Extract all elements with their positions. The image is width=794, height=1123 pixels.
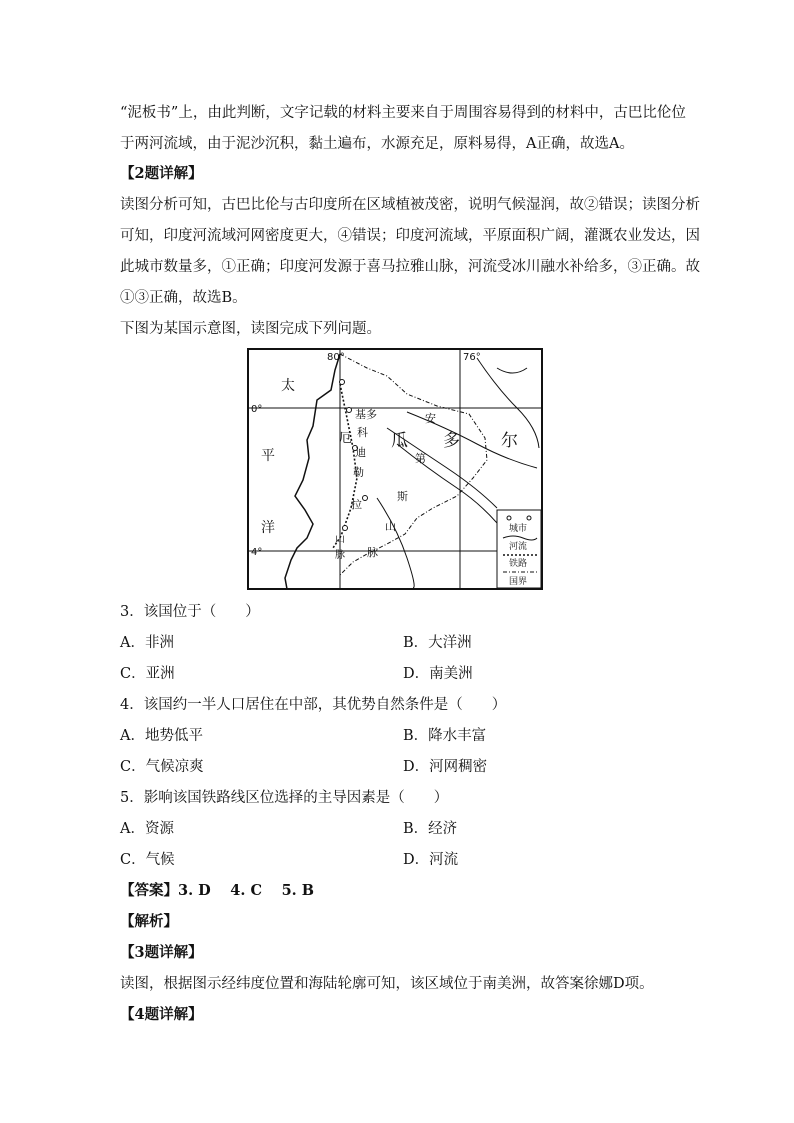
question-4-option-c: C．气候凉爽 (120, 759, 204, 775)
country-label-3: 多 (443, 431, 460, 451)
question-4-stem: 4．该国约一半人口居住在中部，其优势自然条件是（ ） (120, 697, 507, 713)
question-5-option-c: C．气候 (120, 852, 175, 868)
cordillera-label-3: 勒 (353, 466, 364, 479)
cordillera-label-2: 迪 (355, 446, 366, 459)
country-map-figure (247, 348, 543, 590)
legend-border: 国界 (509, 577, 528, 587)
andes-label-1: 安 (425, 412, 436, 425)
section-heading-q3: 【3题详解】 (120, 944, 203, 961)
answer-line: 【答案】3. D 4. C 5. B (120, 882, 315, 899)
andes-label-4: 山 (385, 520, 396, 533)
map-legend (497, 510, 541, 588)
question-5-option-a: A．资源 (120, 821, 174, 837)
city-marker (363, 496, 368, 501)
paragraph-line-3: 读图分析可知，古巴比伦与古印度所在区域植被茂密，说明气候湿润，故②错误；读图分析 (120, 197, 700, 213)
paragraph-line-2: 于两河流域，由于泥沙沉积，黏土遍布，水源充足，原料易得，A正确，故选A。 (120, 136, 634, 152)
section-heading-q4: 【4题详解】 (120, 1006, 203, 1023)
cordillera-label-4: 拉 (351, 498, 362, 511)
paragraph-line-1: “泥板书”上，由此判断，文字记载的材料主要来自于周围容易得到的材料中，古巴比伦位 (120, 105, 686, 121)
andes-label-3: 斯 (397, 490, 408, 503)
question-4-option-b: B．降水丰富 (403, 728, 487, 744)
legend-rail: 铁路 (509, 559, 528, 569)
question-intro: 下图为某国示意图，读图完成下列问题。 (120, 321, 381, 337)
question-5-option-d: D．河流 (403, 852, 459, 868)
question-3-option-b: B．大洋洲 (403, 635, 472, 651)
question-5-option-b: B．经济 (403, 821, 458, 837)
lat-label-0: 0° (251, 404, 263, 415)
question-3-stem: 3．该国位于（ ） (120, 604, 260, 620)
country-label-4: 尔 (501, 431, 518, 451)
andes-label-5: 脉 (367, 546, 378, 559)
section-heading-q2: 【2题详解】 (120, 165, 203, 182)
lat-label-4: 4° (251, 547, 263, 558)
country-label-1: 厄 (339, 431, 353, 446)
ocean-label-3: 洋 (261, 520, 275, 536)
ocean-label-1: 太 (281, 378, 295, 394)
question-4-option-a: A．地势低平 (120, 728, 203, 744)
city-marker (340, 380, 345, 385)
question-4-option-d: D．河网稠密 (403, 759, 488, 775)
mountain-label: 山 (335, 534, 345, 545)
question-3-option-d: D．南美洲 (403, 666, 473, 682)
paragraph-line-6: ①③正确，故选B。 (120, 290, 247, 306)
paragraph-line-5: 此城市数量多，①正确；印度河发源于喜马拉雅山脉，河流受冰川融水补给多，③正确。故 (120, 259, 700, 275)
ocean-label-2: 平 (261, 448, 275, 464)
country-label-2: 瓜 (391, 431, 408, 451)
legend-river: 河流 (509, 542, 528, 552)
city-marker (343, 526, 348, 531)
lon-label-80: 80° (327, 352, 345, 363)
cordillera-label-1: 科 (357, 426, 368, 439)
legend-city: 城市 (509, 524, 528, 534)
question-5-stem: 5．影响该国铁路线区位选择的主导因素是（ ） (120, 790, 449, 806)
question-3-option-a: A．非洲 (120, 635, 174, 651)
andes-label-2: 第 (415, 452, 426, 465)
city-label: 基多 (355, 408, 377, 421)
question-3-option-c: C．亚洲 (120, 666, 175, 682)
mountain-label-2: 脉 (335, 550, 345, 561)
paragraph-line-4: 可知，印度河流域河网密度更大，④错误；印度河流域，平原面积广阔，灌溉农业发达，因 (120, 228, 700, 244)
explanation-q3: 读图，根据图示经纬度位置和海陆轮廓可知，该区域位于南美洲，故答案徐娜D项。 (120, 976, 654, 992)
city-marker (347, 408, 352, 413)
lon-label-76: 76° (463, 352, 481, 363)
analysis-heading: 【解析】 (120, 913, 178, 930)
